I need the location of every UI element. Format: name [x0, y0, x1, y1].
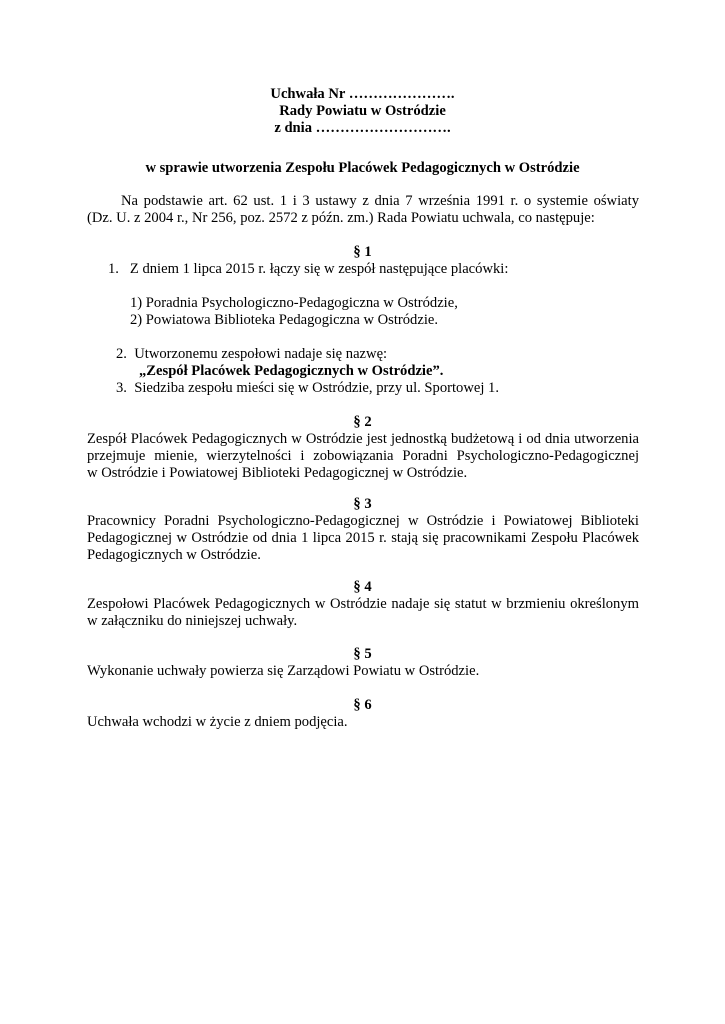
section-3-title: § 3 — [353, 496, 372, 512]
section-6-line-1: Uchwała wchodzi w życie z dniem podjęcia. — [87, 714, 348, 730]
section-4-body — [87, 596, 639, 630]
section-4-title: § 4 — [353, 579, 372, 595]
section-1-title: § 1 — [353, 244, 372, 260]
section-5-title: § 5 — [353, 646, 372, 662]
section-3-line-2: Pedagogicznej w Ostródzie od dnia 1 lipca 2015 r. stają się pracownikami Zespołu Placówek — [87, 530, 639, 546]
section-2-body — [87, 431, 639, 482]
section-1-item-3: 3. Siedziba zespołu mieści się w Ostródzie, przy ul. Sportowej 1. — [116, 380, 500, 396]
section-4-line-1: Zespołowi Placówek Pedagogicznych w Ostródzie nadaje się statut w brzmieniu określonym — [87, 596, 639, 612]
preamble-line-1: Na podstawie art. 62 ust. 1 i 3 ustawy z dnia 7 września 1991 r. o systemie oświaty — [121, 193, 639, 209]
section-1-item-1: 1. Z dniem 1 lipca 2015 r. łączy się w zespół następujące placówki: — [108, 261, 509, 277]
section-2-title: § 2 — [353, 414, 372, 430]
resolution-number: Uchwała Nr …………………. — [270, 86, 455, 102]
section-1-unit-name: „Zespół Placówek Pedagogicznych w Ostródzie”. — [139, 363, 444, 379]
section-3-body — [87, 513, 639, 564]
preamble-line-2: (Dz. U. z 2004 r., Nr 256, poz. 2572 z późn. zm.) Rada Powiatu uchwala, co następuje: — [87, 210, 595, 226]
section-2-line-1: Zespół Placówek Pedagogicznych w Ostródzie jest jednostką budżetową i od dnia utworzenia — [87, 431, 639, 447]
section-3-line-1: Pracownicy Poradni Psychologiczno-Pedagogicznej w Ostródzie i Powiatowej Biblioteki — [87, 513, 639, 529]
section-2-line-2: przejmuje mienie, wierzytelności i zobowiązania Poradni Psychologiczno-Pedagogicznej — [87, 448, 639, 464]
section-6-body — [87, 714, 639, 731]
issuing-body: Rady Powiatu w Ostródzie — [279, 103, 446, 119]
section-5-body — [87, 663, 639, 680]
section-1-item-2: 2. Utworzonemu zespołowi nadaje się nazwę: — [116, 346, 388, 362]
resolution-subject: w sprawie utworzenia Zespołu Placówek Pedagogicznych w Ostródzie — [145, 160, 580, 176]
section-1-subitem-2: 2) Powiatowa Biblioteka Pedagogiczna w Ostródzie. — [130, 312, 439, 328]
section-5-line-1: Wykonanie uchwały powierza się Zarządowi Powiatu w Ostródzie. — [87, 663, 480, 679]
section-1-subitem-1: 1) Poradnia Psychologiczno-Pedagogiczna w Ostródzie, — [130, 295, 458, 311]
resolution-date: z dnia ………………………. — [274, 120, 451, 136]
section-4-line-2: w załączniku do niniejszej uchwały. — [87, 613, 298, 629]
section-3-line-3: Pedagogicznych w Ostródzie. — [87, 547, 261, 563]
preamble — [87, 193, 639, 227]
section-6-title: § 6 — [353, 697, 372, 713]
section-2-line-3: w Ostródzie i Powiatowej Biblioteki Pedagogicznej w Ostródzie. — [87, 465, 468, 481]
resolution-header — [0, 86, 725, 137]
